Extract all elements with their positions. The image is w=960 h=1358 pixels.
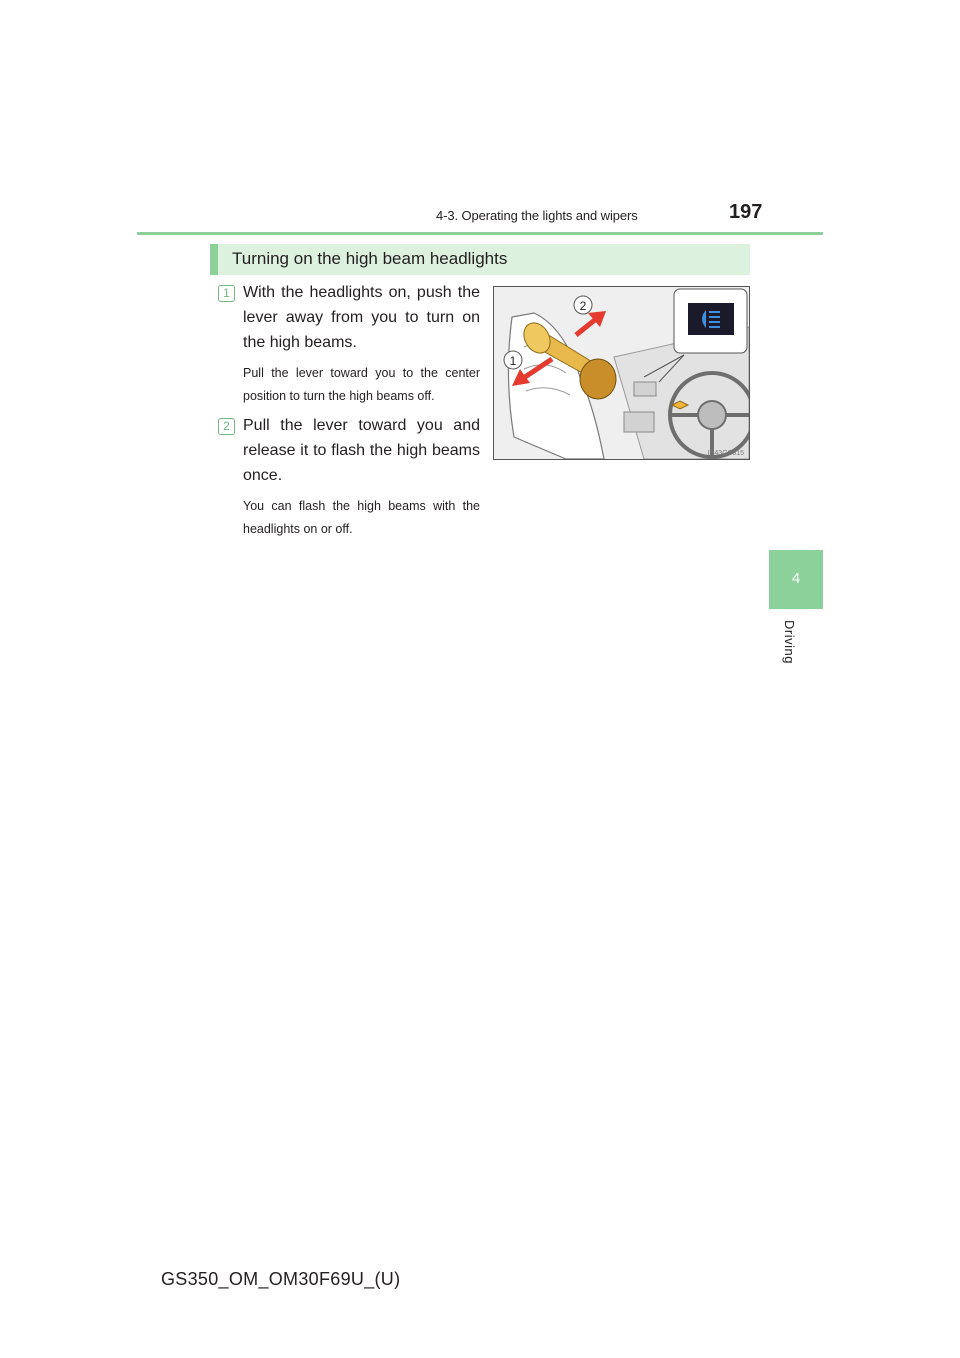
chapter-tab (769, 550, 823, 609)
step-1-number: 1 (218, 285, 235, 302)
step-1-note: Pull the lever toward you to the center position to turn the high beams off. (243, 366, 480, 403)
section-title-bar (210, 244, 750, 275)
svg-text:2: 2 (579, 299, 587, 313)
figure-code: IN43GS015 (707, 450, 744, 457)
step-2-number: 2 (218, 418, 235, 435)
document-code-footer: GS350_OM_OM30F69U_(U) (161, 1269, 401, 1289)
step-2-text: Pull the lever toward you and release it to flash the high beams once. (243, 417, 480, 484)
svg-text:1: 1 (509, 354, 517, 368)
chapter-label: Driving (782, 620, 797, 664)
section-title: Turning on the high beam headlights (232, 249, 508, 268)
lever-illustration (493, 286, 750, 460)
header-rule (137, 232, 823, 235)
chapter-number: 4 (791, 570, 801, 587)
figure-callout-1 (504, 351, 522, 369)
step-1-text: With the headlights on, push the lever away from you to turn on the high beams. (243, 284, 480, 351)
step-2-note: You can flash the high beams with the headlights on or off. (243, 499, 480, 536)
running-header-section: 4-3. Operating the lights and wipers (436, 208, 638, 223)
page-number: 197 (729, 201, 763, 223)
figure-callout-2 (574, 296, 592, 314)
high-beam-indicator-icon (674, 289, 747, 353)
